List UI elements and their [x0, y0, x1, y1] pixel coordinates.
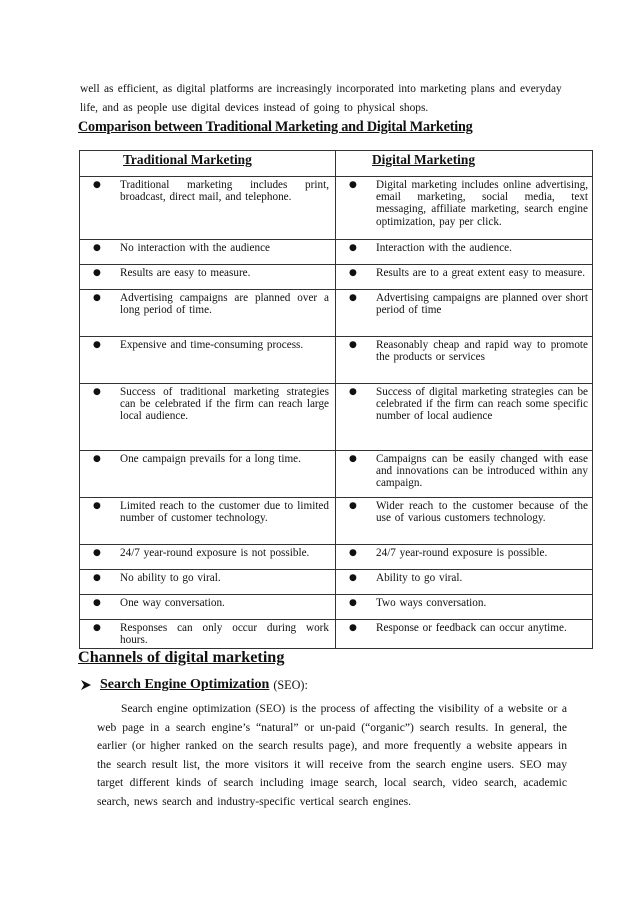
traditional-cell: [80, 595, 336, 620]
bullet-icon: ●: [93, 598, 101, 608]
bullet-icon: ●: [93, 180, 101, 190]
header-traditional: Traditional Marketing: [80, 151, 336, 177]
traditional-text: Traditional marketing includes print, broadcast, direct mail, and telephone.: [120, 179, 329, 204]
bullet-icon: ●: [349, 387, 357, 397]
traditional-cell: [80, 451, 336, 498]
bullet-icon: ●: [93, 623, 101, 633]
table-row: [80, 498, 593, 545]
bullet-icon: ●: [349, 268, 357, 278]
traditional-text: No ability to go viral.: [120, 572, 221, 584]
traditional-text: No interaction with the audience: [120, 242, 271, 254]
comparison-heading: Comparison between Traditional Marketing and Digital Marketing: [78, 119, 473, 135]
bullet-icon: ●: [349, 340, 357, 350]
bullet-icon: ●: [349, 454, 357, 464]
traditional-text: Results are easy to measure.: [120, 267, 251, 279]
digital-text: Results are to a great extent easy to measure.: [376, 267, 585, 279]
digital-text: Success of digital marketing strategies can be celebrated if the firm can reach some specific number of local audience: [376, 386, 588, 423]
bullet-icon: ●: [349, 623, 357, 633]
comparison-table: [79, 150, 593, 649]
table-row: [80, 265, 593, 290]
digital-cell: [336, 337, 593, 384]
bullet-icon: ●: [93, 243, 101, 253]
table-row: [80, 451, 593, 498]
digital-cell: [336, 265, 593, 290]
arrow-bullet-icon: [80, 679, 92, 691]
bullet-icon: ●: [349, 180, 357, 190]
table-row: [80, 337, 593, 384]
digital-cell: [336, 290, 593, 337]
digital-text: Interaction with the audience.: [376, 242, 512, 254]
digital-text: Two ways conversation.: [376, 597, 487, 609]
traditional-cell: [80, 337, 336, 384]
traditional-cell: [80, 570, 336, 595]
digital-cell: [336, 595, 593, 620]
traditional-cell: [80, 620, 336, 649]
digital-text: Ability to go viral.: [376, 572, 463, 584]
table-row: [80, 240, 593, 265]
bullet-icon: ●: [93, 454, 101, 464]
digital-text: Response or feedback can occur anytime.: [376, 622, 567, 634]
digital-text: Campaigns can be easily changed with ease and innovations can be introduced within any campaign.: [376, 453, 588, 490]
table-row: [80, 595, 593, 620]
digital-text: 24/7 year-round exposure is possible.: [376, 547, 548, 559]
bullet-icon: ●: [93, 293, 101, 303]
digital-text: Wider reach to the customer because of the use of various customers technology.: [376, 500, 588, 525]
table-header-row: [80, 151, 593, 177]
bullet-icon: ●: [349, 598, 357, 608]
digital-cell: [336, 240, 593, 265]
seo-heading-line: [80, 677, 308, 693]
traditional-cell: [80, 265, 336, 290]
digital-text: Digital marketing includes online advertising, email marketing, social media, text messaging, affiliate marketing, search engine optimization, pay per click.: [376, 179, 588, 228]
bullet-icon: ●: [93, 340, 101, 350]
table-row: [80, 620, 593, 649]
bullet-icon: ●: [349, 501, 357, 511]
traditional-text: One way conversation.: [120, 597, 225, 609]
bullet-icon: ●: [349, 243, 357, 253]
table-row: [80, 570, 593, 595]
traditional-text: One campaign prevails for a long time.: [120, 453, 301, 465]
seo-paragraph-text: Search engine optimization (SEO) is the process of affecting the visibility of a website or a web page in a search engine’s “natural” or un-paid (“organic”) search results. In general, the earlier (or higher ranked on the search results page), and more frequently a website appears in the search result list, the more visitors it will receive from the search engine users. SEO may target different kinds of search including image search, local search, video search, academic search, news search and industry-specific vertical search engines.: [97, 702, 567, 808]
bullet-icon: ●: [93, 501, 101, 511]
digital-cell: [336, 545, 593, 570]
digital-cell: [336, 570, 593, 595]
table-row: [80, 384, 593, 451]
traditional-cell: [80, 177, 336, 240]
digital-cell: [336, 177, 593, 240]
traditional-cell: [80, 545, 336, 570]
bullet-icon: ●: [349, 293, 357, 303]
bullet-icon: ●: [93, 573, 101, 583]
digital-text: Advertising campaigns are planned over short period of time: [376, 292, 588, 317]
traditional-text: 24/7 year-round exposure is not possible.: [120, 547, 310, 559]
bullet-icon: ●: [93, 268, 101, 278]
traditional-text: Success of traditional marketing strategies can be celebrated if the firm can reach large local audience.: [120, 386, 329, 423]
table-row: [80, 290, 593, 337]
traditional-text: Expensive and time-consuming process.: [120, 339, 304, 351]
traditional-text: Limited reach to the customer due to limited number of customer technology.: [120, 500, 329, 525]
bullet-icon: ●: [93, 387, 101, 397]
header-digital: Digital Marketing: [336, 151, 593, 177]
traditional-cell: [80, 384, 336, 451]
seo-title: Search Engine Optimization: [100, 677, 270, 692]
bullet-icon: ●: [93, 548, 101, 558]
bullet-icon: ●: [349, 573, 357, 583]
bullet-icon: ●: [349, 548, 357, 558]
channels-heading: Channels of digital marketing: [78, 648, 285, 666]
traditional-cell: [80, 290, 336, 337]
traditional-text: Responses can only occur during work hours.: [120, 622, 329, 647]
traditional-cell: [80, 240, 336, 265]
seo-paragraph: [97, 700, 567, 812]
digital-cell: [336, 451, 593, 498]
digital-cell: [336, 384, 593, 451]
digital-cell: [336, 498, 593, 545]
digital-cell: [336, 620, 593, 649]
traditional-text: Advertising campaigns are planned over a long period of time.: [120, 292, 329, 317]
intro-paragraph: well as efficient, as digital platforms are increasingly incorporated into marketing plans and everyday life, and as people use digital devices instead of going to physical shops.: [80, 83, 562, 114]
table-row: [80, 545, 593, 570]
digital-text: Reasonably cheap and rapid way to promote the products or services: [376, 339, 588, 364]
seo-suffix: (SEO):: [273, 677, 308, 692]
traditional-cell: [80, 498, 336, 545]
table-row: [80, 177, 593, 240]
